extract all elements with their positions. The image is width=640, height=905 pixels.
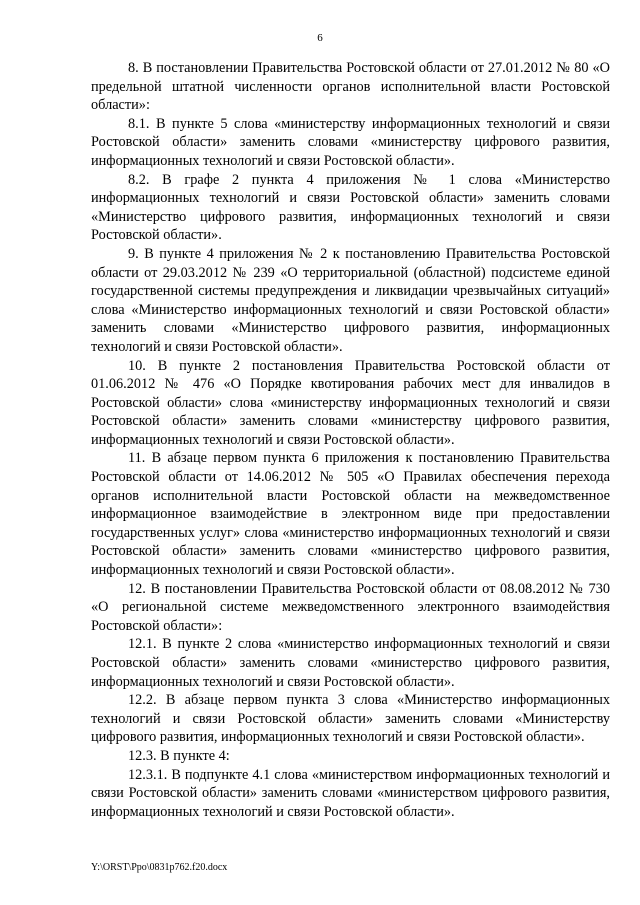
paragraph-12-3: 12.3. В пункте 4: bbox=[128, 747, 230, 764]
paragraph-8-2: 8.2. В графе 2 пункта 4 приложения № 1 слова «Министерство информационных технологий и связи Ростовской области» заменить словами «Министерство цифрового развития, информационных технологий и связи Ростовской области». bbox=[91, 171, 610, 244]
paragraph-12-3-1: 12.3.1. В подпункте 4.1 слова «министерством информационных технологий и связи Ростовской области» заменить словами «министерством цифрового развития, информационных технологий и связи Ростовской области». bbox=[91, 766, 610, 820]
paragraph-9: 9. В пункте 4 приложения № 2 к постановлению Правительства Ростовской области от 29.03.2012 № 239 «О территориальной (областной) подсистеме единой государственной системы предупреждения и ликвидации чрезвычайных ситуаций» слова «Министерство информационных технологий и связи Ростовской области» заменить словами «Министерство цифрового развития, информационных технологий и связи Ростовской области». bbox=[91, 245, 610, 355]
paragraph-8: 8. В постановлении Правительства Ростовской области от 27.01.2012 № 80 «О предельной штатной численности органов исполнительной власти Ростовской области»: bbox=[91, 60, 610, 114]
paragraph-8-1: 8.1. В пункте 5 слова «министерству информационных технологий и связи Ростовской области» заменить словами «министерству цифрового развития, информационных технологий и связи Ростовской области». bbox=[91, 115, 610, 169]
page-number: 6 bbox=[317, 32, 323, 44]
paragraph-12: 12. В постановлении Правительства Ростовской области от 08.08.2012 № 730 «О региональной системе межведомственного электронного взаимодействия Ростовской области»: bbox=[91, 580, 610, 634]
paragraph-10: 10. В пункте 2 постановления Правительства Ростовской области от 01.06.2012 № 476 «О Порядке квотирования рабочих мест для инвалидов в Ростовской области» слова «министерству информационных технологий и связи Ростовской области» заменить словами «министерству цифрового развития, информационных технологий и связи Ростовской области». bbox=[91, 357, 610, 448]
paragraph-11: 11. В абзаце первом пункта 6 приложения к постановлению Правительства Ростовской области от 14.06.2012 № 505 «О Правилах обеспечения перехода органов исполнительной власти Ростовской области на межведомственное информационное взаимодействие в электронном виде при предоставлении государственных услуг» слова «министерство информационных технологий и связи Ростовской области» заменить словами «министерство цифрового развития, информационных технологий и связи Ростовской области». bbox=[91, 450, 610, 579]
paragraph-12-1: 12.1. В пункте 2 слова «министерство информационных технологий и связи Ростовской области» заменить словами «министерство цифрового развития, информационных технологий и связи Ростовской области». bbox=[91, 636, 610, 690]
paragraph-12-2: 12.2. В абзаце первом пункта 3 слова «Министерство информационных технологий и связи Ростовской области» заменить словами «Министерству цифрового развития, информационных технологий и связи Ростовской области». bbox=[91, 692, 610, 746]
document-body bbox=[91, 59, 610, 821]
file-path-footer: Y:\ORST\Ppo\0831p762.f20.docx bbox=[91, 862, 228, 873]
